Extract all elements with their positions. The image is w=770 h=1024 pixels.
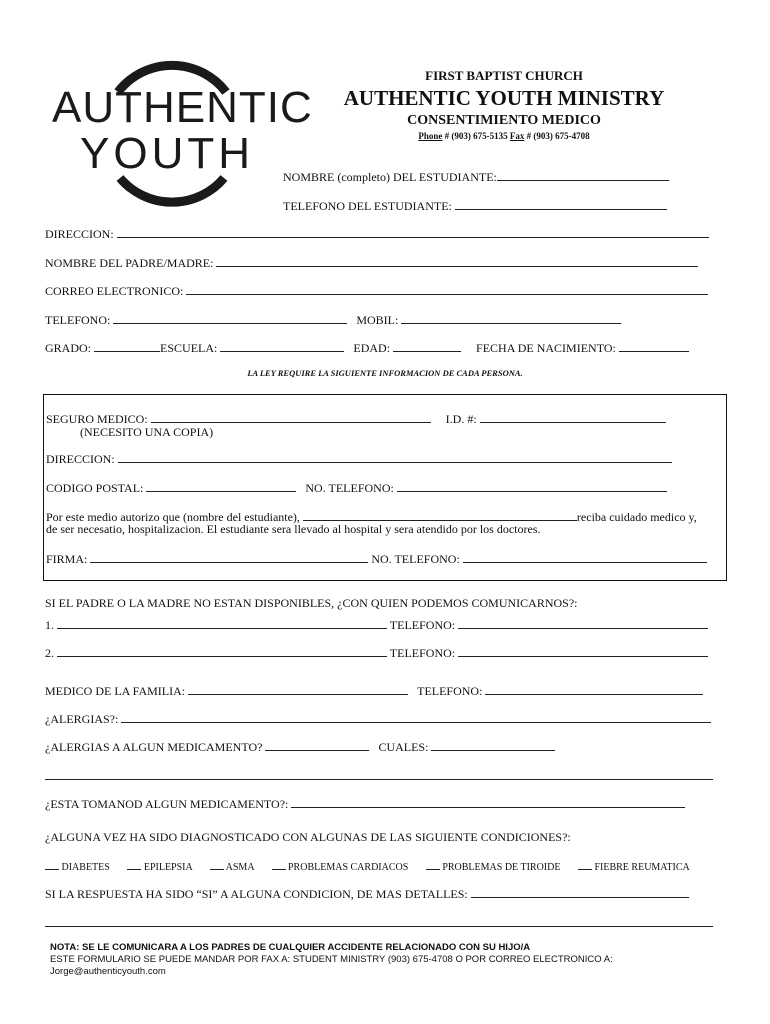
details-field[interactable]: [471, 886, 689, 898]
auth-text-1: Por este medio autorizo que (nombre del estudiante),: [46, 510, 300, 524]
cuales-field[interactable]: [431, 739, 555, 751]
doctor-row: [45, 683, 703, 699]
contact-1-label: 1.: [45, 618, 54, 632]
condition-check-diabetes[interactable]: [45, 858, 59, 870]
insurance-address-label: DIRECCION:: [46, 452, 115, 466]
cuales-label: CUALES:: [378, 740, 429, 754]
condition-check-tiroide[interactable]: [426, 858, 440, 870]
zip-field[interactable]: [146, 480, 296, 492]
seguro-label: SEGURO MEDICO:: [46, 412, 148, 426]
taking-label: ¿ESTA TOMANOD ALGUN MEDICAMENTO?:: [45, 797, 289, 811]
firma-phone-label: NO. TELEFONO:: [371, 552, 460, 566]
details-extra-line[interactable]: [45, 926, 713, 927]
contact-1-row: [45, 617, 708, 633]
email-row: [45, 283, 708, 299]
telefono-field[interactable]: [113, 312, 347, 324]
condition-tiroide: PROBLEMAS DE TIROIDE: [442, 862, 561, 873]
insurance-address-field[interactable]: [118, 451, 672, 463]
contact-2-phone-field[interactable]: [458, 645, 708, 657]
email-label: CORREO ELECTRONICO:: [45, 284, 184, 298]
parent-label: NOMBRE DEL PADRE/MADRE:: [45, 256, 214, 270]
contact-1-phone-field[interactable]: [458, 617, 708, 629]
footer-note: NOTA: SE LE COMUNICARA A LOS PADRES DE CUALQUIER ACCIDENTE RELACIONADO CON SU HIJO/A: [50, 942, 531, 953]
allergies-row: [45, 711, 711, 727]
insurance-phone-label: NO. TELEFONO:: [305, 481, 394, 495]
insurance-address-row: [46, 451, 672, 467]
grade-row: [45, 340, 689, 356]
grado-field[interactable]: [94, 340, 160, 352]
edad-label: EDAD:: [353, 341, 391, 355]
insurance-phone-field[interactable]: [397, 480, 667, 492]
auth-text-3: de ser necesatio, hospitalizacion. El estudiante sera llevado al hospital y sera atendido por los doctores.: [46, 522, 541, 536]
taking-row: [45, 796, 685, 812]
phone-label: Phone: [418, 131, 443, 141]
student-name-field[interactable]: [497, 169, 669, 181]
copy-note: (NECESITO UNA COPIA): [80, 425, 214, 439]
zip-row: [46, 480, 667, 496]
mobil-field[interactable]: [401, 312, 621, 324]
legal-notice: LA LEY REQUIRE LA SIGUIENTE INFORMACION DE CADA PERSONA.: [247, 368, 523, 378]
contact-2-row: [45, 645, 708, 661]
seguro-field[interactable]: [151, 411, 431, 423]
allergies-label: ¿ALERGIAS?:: [45, 712, 119, 726]
student-name-row: [283, 169, 669, 185]
condition-epilepsia: EPILEPSIA: [143, 862, 193, 873]
grado-label: GRADO:: [45, 341, 92, 355]
contact-2-phone-label: TELEFONO:: [389, 646, 456, 660]
conditions-row: [45, 858, 690, 873]
doctor-label: MEDICO DE LA FAMILIA:: [45, 684, 186, 698]
firma-row: [46, 551, 707, 567]
id-label: I.D. #:: [445, 412, 477, 426]
contact-2-label: 2.: [45, 646, 54, 660]
doctor-phone-label: TELEFONO:: [417, 684, 483, 698]
auth-student-field[interactable]: [303, 509, 577, 521]
contact-1-field[interactable]: [57, 617, 387, 629]
firma-phone-field[interactable]: [463, 551, 707, 563]
med-allergy-extra-line[interactable]: [45, 779, 713, 780]
contact-1-phone-label: TELEFONO:: [389, 618, 456, 632]
med-allergy-field[interactable]: [265, 739, 369, 751]
fax-value: # (903) 675-4708: [526, 131, 590, 141]
church-name: FIRST BAPTIST CHURCH: [425, 68, 583, 83]
fax-label: Fax: [509, 131, 525, 141]
birth-label: FECHA DE NACIMIENTO:: [476, 341, 616, 355]
escuela-field[interactable]: [220, 340, 344, 352]
id-field[interactable]: [480, 411, 666, 423]
contact-line: [0, 131, 770, 141]
email-field[interactable]: [186, 283, 708, 295]
auth-text-2: reciba cuidado medico y,: [576, 510, 697, 524]
footer-line2: ESTE FORMULARIO SE PUEDE MANDAR POR FAX A: STUDENT MINISTRY (903) 675-4708 O POR CORREO ELECTRONICO A:: [50, 954, 613, 965]
condition-check-cardiacos[interactable]: [272, 858, 286, 870]
student-phone-row: [283, 198, 667, 214]
allergies-field[interactable]: [121, 711, 711, 723]
condition-cardiacos: PROBLEMAS CARDIACOS: [288, 862, 409, 873]
student-phone-field[interactable]: [455, 198, 667, 210]
diagnosed-label: ¿ALGUNA VEZ HA SIDO DIAGNOSTICADO CON ALGUNAS DE LAS SIGUIENTE CONDICIONES?:: [45, 830, 571, 844]
escuela-label: ESCUELA:: [160, 341, 218, 355]
doctor-field[interactable]: [188, 683, 408, 695]
condition-diabetes: DIABETES: [61, 862, 110, 873]
edad-field[interactable]: [393, 340, 461, 352]
contacts-question: SI EL PADRE O LA MADRE NO ESTAN DISPONIBLES, ¿CON QUIEN PODEMOS COMUNICARNOS?:: [45, 596, 578, 610]
condition-asma: ASMA: [225, 862, 254, 873]
form-title: CONSENTIMIENTO MEDICO: [407, 113, 601, 128]
med-allergy-label: ¿ALERGIAS A ALGUN MEDICAMENTO?: [45, 740, 263, 754]
zip-label: CODIGO POSTAL:: [46, 481, 144, 495]
logo-line2: YOUTH: [80, 129, 254, 178]
firma-field[interactable]: [90, 551, 368, 563]
logo-line1: AUTHENTIC: [52, 83, 313, 132]
parent-field[interactable]: [216, 255, 698, 267]
details-label: SI LA RESPUESTA HA SIDO “SI” A ALGUNA CONDICION, DE MAS DETALLES:: [45, 887, 468, 901]
firma-label: FIRMA:: [46, 552, 88, 566]
contact-2-field[interactable]: [57, 645, 387, 657]
address-label: DIRECCION:: [45, 227, 114, 241]
condition-reumatica: FIEBRE REUMATICA: [594, 862, 690, 873]
mobil-label: MOBIL:: [356, 313, 399, 327]
phones-row: [45, 312, 621, 328]
ministry-name: AUTHENTIC YOUTH MINISTRY: [343, 86, 665, 110]
parent-row: [45, 255, 698, 271]
address-field[interactable]: [117, 226, 709, 238]
telefono-label: TELEFONO:: [45, 313, 111, 327]
condition-check-reumatica[interactable]: [578, 858, 592, 870]
doctor-phone-field[interactable]: [485, 683, 703, 695]
med-allergy-row: [45, 739, 555, 755]
address-row: [45, 226, 709, 242]
condition-check-asma[interactable]: [210, 858, 224, 870]
student-name-label: NOMBRE (completo) DEL ESTUDIANTE:: [283, 170, 497, 184]
taking-field[interactable]: [291, 796, 685, 808]
student-phone-label: TELEFONO DEL ESTUDIANTE:: [283, 199, 452, 213]
details-row: [45, 886, 689, 902]
phone-value: # (903) 675-5135: [444, 131, 508, 141]
condition-check-epilepsia[interactable]: [127, 858, 141, 870]
footer-email: Jorge@authenticyouth.com: [50, 966, 166, 977]
birth-field[interactable]: [619, 340, 689, 352]
